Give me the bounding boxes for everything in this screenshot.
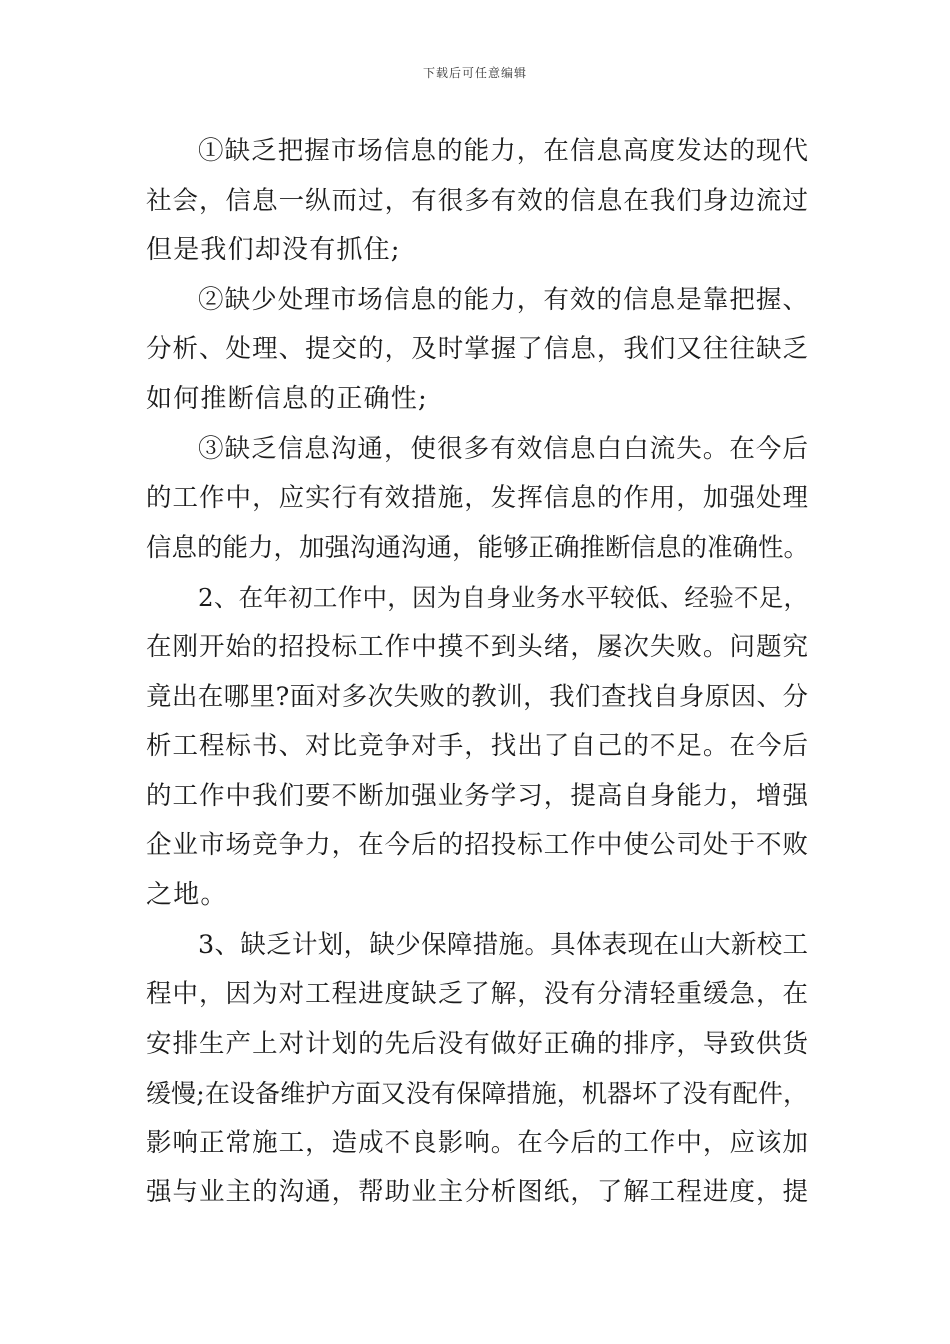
text-line: 社会，信息一纵而过，有很多有效的信息在我们身边流过 [146,185,808,216]
text-line: 在刚开始的招投标工作中摸不到头绪，屡次失败。问题究 [146,631,808,662]
text-line: 企业市场竞争力，在今后的招投标工作中使公司处于不败 [146,830,808,861]
text-line: 影响正常施工，造成不良影响。在今后的工作中，应该加 [146,1127,808,1158]
text-line: 析工程标书、对比竞争对手，找出了自己的不足。在今后 [146,731,808,762]
text-line: 信息的能力，加强沟通沟通，能够正确推断信息的准确性。 [146,532,810,563]
text-line: 的工作中我们要不断加强业务学习，提高自身能力，增强 [146,780,808,811]
text-line: 安排生产上对计划的先后没有做好正确的排序，导致供货 [146,1028,808,1059]
text-line: 如何推断信息的正确性; [146,383,428,414]
text-line: 强与业主的沟通，帮助业主分析图纸，了解工程进度，提 [146,1177,808,1208]
text-line: 缓慢;在设备维护方面又没有保障措施，机器坏了没有配件， [146,1079,808,1109]
text-line: 的工作中，应实行有效措施，发挥信息的作用，加强处理 [146,483,808,514]
text-line: 竟出在哪里?面对多次失败的教训，我们查找自身原因、分 [146,681,808,712]
text-line: 2、在年初工作中，因为自身业务水平较低、经验不足， [198,583,808,613]
text-line: 之地。 [146,879,228,910]
text-line: 3、缺乏计划，缺少保障措施。具体表现在山大新校工 [198,929,808,960]
download-editable-note: 下载后可任意编辑 [422,66,527,80]
text-line: ②缺少处理市场信息的能力，有效的信息是靠把握、 [198,284,808,315]
text-line: 程中，因为对工程进度缺乏了解，没有分清轻重缓急，在 [146,979,808,1010]
document-body-text [146,127,808,1218]
text-line: 但是我们却没有抓住; [146,235,401,266]
text-line: 分析、处理、提交的，及时掌握了信息，我们又往往缺乏 [146,334,808,365]
text-line: ③缺乏信息沟通，使很多有效信息白白流失。在今后 [198,433,808,464]
text-line: ①缺乏把握市场信息的能力，在信息高度发达的现代 [198,136,808,166]
